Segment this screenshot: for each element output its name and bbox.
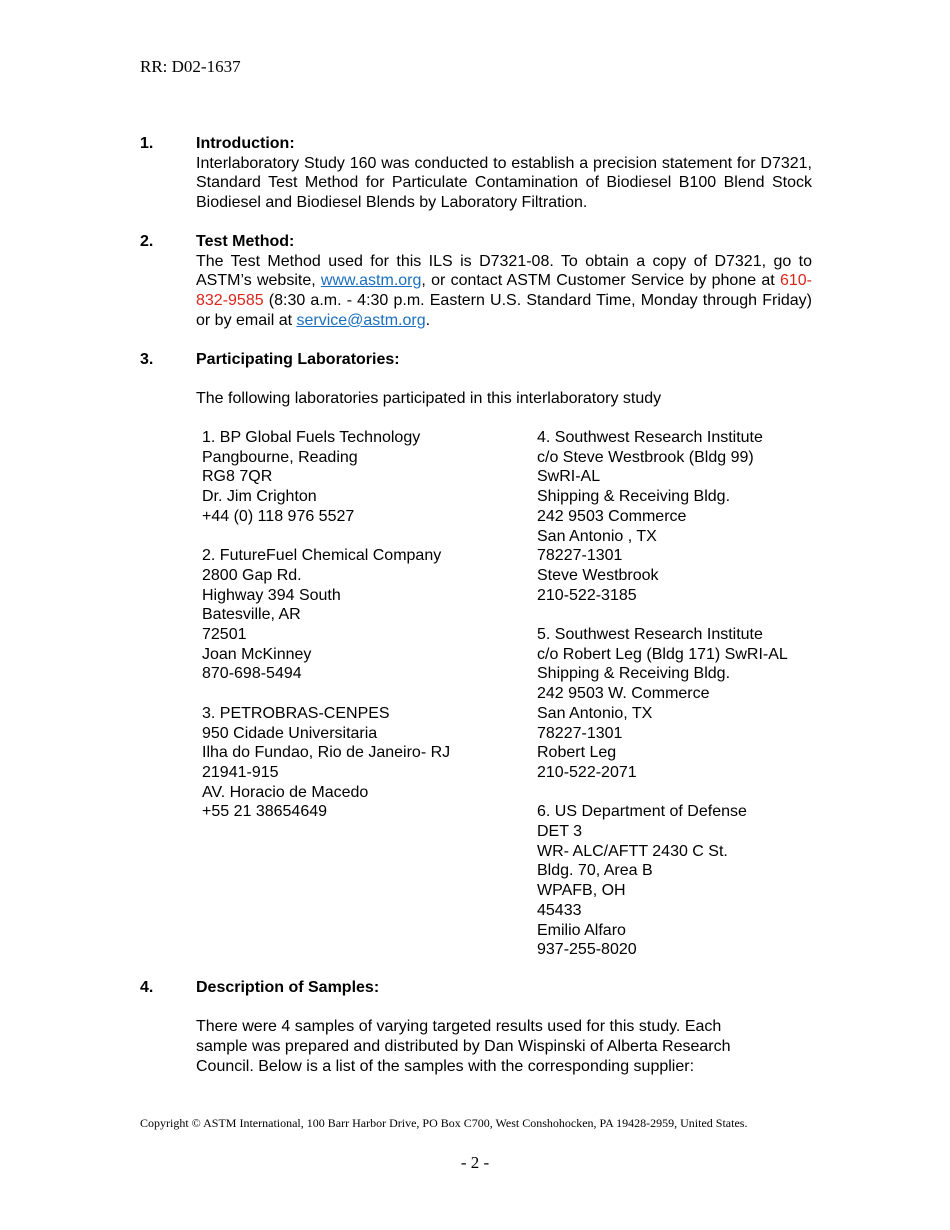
laboratory-detail: DET 3 bbox=[537, 823, 583, 841]
laboratory-name: 2. FutureFuel Chemical Company bbox=[202, 547, 442, 565]
laboratory-detail: c/o Steve Westbrook (Bldg 99) bbox=[537, 448, 754, 466]
laboratory-entry bbox=[202, 704, 522, 822]
laboratory-detail: c/o Robert Leg (Bldg 171) SwRI-AL bbox=[537, 645, 788, 663]
text-segment: (8:30 a.m. - 4:30 p.m. Eastern U.S. Standard Time, Monday through Friday) or by email at bbox=[196, 292, 812, 329]
section-heading: Test Method: bbox=[196, 233, 295, 250]
laboratory-detail: +55 21 38654649 bbox=[202, 803, 328, 821]
section-test-method bbox=[140, 232, 812, 331]
laboratory-entry bbox=[202, 428, 522, 527]
laboratories-intro: The following laboratories participated in this interlaboratory study bbox=[196, 390, 662, 408]
text-segment: , or contact ASTM Customer Service by phone at bbox=[421, 272, 780, 290]
laboratory-detail: Bldg. 70, Area B bbox=[537, 862, 653, 880]
section-text: Interlaboratory Study 160 was conducted to establish a precision statement for D7321, Standard Test Method for Particulate Contamination of Biodiesel B100 Blend Stock Biodiesel and Biodiesel Blends by Laboratory Filtration. bbox=[196, 154, 812, 212]
laboratory-detail: 210-522-3185 bbox=[537, 586, 637, 604]
section-heading: Description of Samples: bbox=[196, 979, 380, 996]
laboratory-detail: Pangbourne, Reading bbox=[202, 448, 358, 466]
laboratory-detail: +44 (0) 118 976 5527 bbox=[202, 507, 355, 525]
laboratory-entry bbox=[537, 428, 827, 605]
report-id: RR: D02-1637 bbox=[140, 57, 241, 76]
laboratory-name: 4. Southwest Research Institute bbox=[537, 429, 763, 446]
laboratory-detail: 45433 bbox=[537, 901, 582, 919]
laboratory-detail: RG8 7QR bbox=[202, 468, 273, 486]
laboratory-entry bbox=[202, 546, 522, 684]
laboratory-detail: San Antonio , TX bbox=[537, 527, 657, 545]
section-number: 4. bbox=[140, 979, 154, 996]
laboratory-detail: 21941-915 bbox=[202, 763, 279, 781]
laboratory-detail: 937-255-8020 bbox=[537, 941, 637, 959]
laboratory-detail: 242 9503 Commerce bbox=[537, 507, 687, 525]
laboratory-name: 3. PETROBRAS-CENPES bbox=[202, 704, 390, 722]
section-number: 1. bbox=[140, 135, 154, 152]
laboratory-detail: WPAFB, OH bbox=[537, 882, 626, 900]
laboratory-entry bbox=[537, 625, 827, 783]
laboratory-detail: 210-522-2071 bbox=[537, 763, 637, 781]
section-text: There were 4 samples of varying targeted results used for this study. Each sample was prepared and distributed by Dan Wispinski of Alberta Research Council. Below is a list of the samples with the corresponding supplier: bbox=[196, 1018, 731, 1075]
laboratory-column-right bbox=[537, 428, 827, 980]
laboratory-detail: Robert Leg bbox=[537, 744, 617, 762]
laboratory-name: 5. Southwest Research Institute bbox=[537, 626, 763, 644]
laboratory-detail: Emilio Alfaro bbox=[537, 921, 626, 939]
laboratory-detail: Highway 394 South bbox=[202, 586, 341, 604]
laboratory-detail: WR- ALC/AFTT 2430 C St. bbox=[537, 842, 728, 860]
text-segment: . bbox=[425, 311, 431, 329]
laboratory-detail: Steve Westbrook bbox=[537, 566, 659, 584]
laboratory-detail: 78227-1301 bbox=[537, 724, 623, 742]
laboratory-name: 1. BP Global Fuels Technology bbox=[202, 429, 421, 446]
section-heading: Participating Laboratories: bbox=[196, 351, 400, 368]
laboratory-detail: Shipping & Receiving Bldg. bbox=[537, 488, 731, 506]
service-email-link[interactable]: service@astm.org bbox=[296, 311, 426, 329]
section-number: 2. bbox=[140, 233, 154, 250]
section-introduction bbox=[140, 134, 812, 213]
laboratory-detail: 870-698-5494 bbox=[202, 665, 302, 683]
laboratory-detail: Dr. Jim Crighton bbox=[202, 488, 317, 506]
laboratory-detail: SwRI-AL bbox=[537, 468, 601, 486]
section-text bbox=[196, 252, 812, 331]
astm-website-link[interactable]: www.astm.org bbox=[320, 272, 422, 290]
laboratory-detail: 950 Cidade Universitaria bbox=[202, 724, 378, 742]
laboratory-detail: San Antonio, TX bbox=[537, 704, 653, 722]
customer-service-phone[interactable]: 610-832-9585 bbox=[196, 272, 812, 310]
laboratory-entry bbox=[537, 802, 827, 960]
section-number: 3. bbox=[140, 351, 154, 368]
laboratory-detail: Joan McKinney bbox=[202, 645, 312, 663]
laboratory-detail: AV. Horacio de Macedo bbox=[202, 783, 369, 801]
laboratory-detail: Shipping & Receiving Bldg. bbox=[537, 665, 731, 683]
laboratory-detail: Batesville, AR bbox=[202, 606, 301, 624]
laboratory-detail: 78227-1301 bbox=[537, 547, 623, 565]
laboratory-name: 6. US Department of Defense bbox=[537, 803, 747, 821]
laboratory-column-left bbox=[202, 428, 522, 842]
laboratory-detail: 2800 Gap Rd. bbox=[202, 566, 302, 584]
text-segment: The Test Method used for this ILS is D7321-08. To obtain a copy of D7321, go to ASTM’s website, bbox=[196, 252, 812, 290]
laboratory-detail: 242 9503 W. Commerce bbox=[537, 685, 710, 703]
section-description-of-samples bbox=[140, 978, 812, 1077]
section-participating-laboratories bbox=[140, 350, 812, 409]
section-heading: Introduction: bbox=[196, 135, 295, 152]
page-number: - 2 - bbox=[460, 1153, 490, 1172]
laboratory-detail: Ilha do Fundao, Rio de Janeiro- RJ bbox=[202, 744, 451, 762]
copyright-footer: Copyright © ASTM International, 100 Barr Harbor Drive, PO Box C700, West Conshohocken, PA 19428-2959, United States. bbox=[140, 1116, 748, 1130]
laboratory-detail: 72501 bbox=[202, 626, 247, 644]
